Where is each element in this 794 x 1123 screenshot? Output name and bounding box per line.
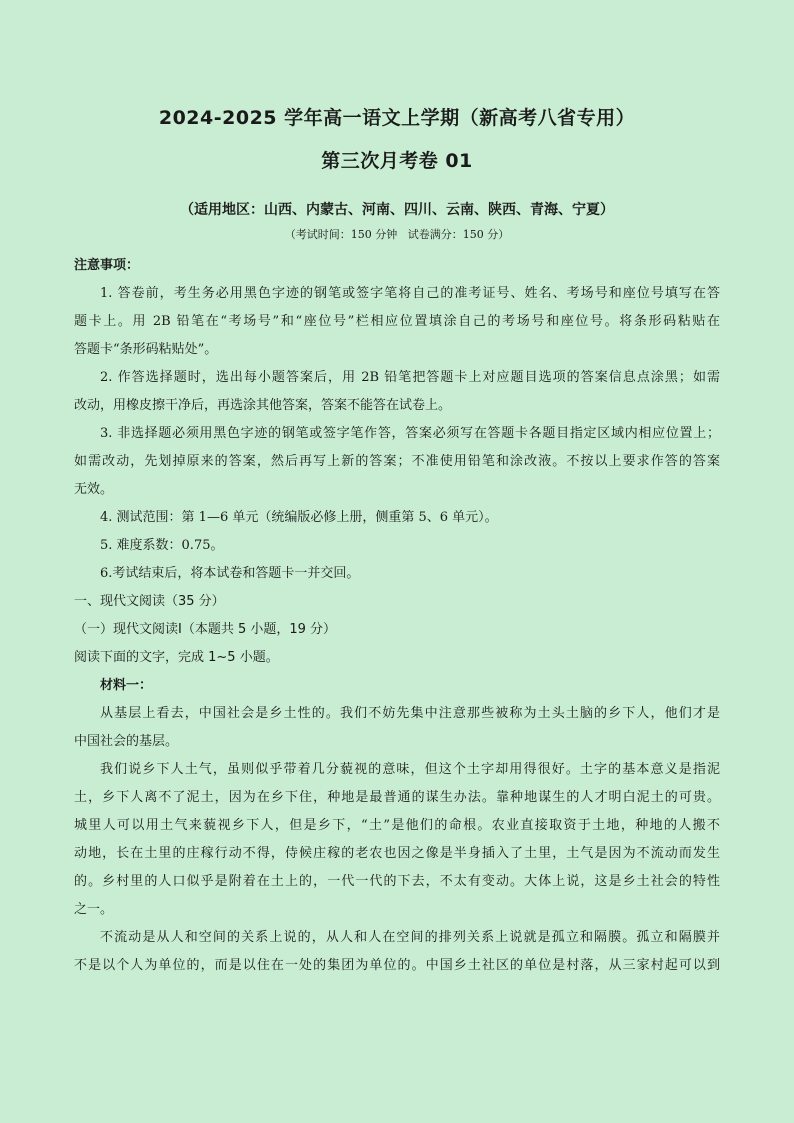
note-2-line-1: 2. 作答选择题时，选出每小题答案后，用 2B 铅笔把答题卡上对应题目选项的答案信息点涂黑；如需 [100, 370, 720, 385]
note-1-line-2: 题卡上。用 2B 铅笔在“考场号”和“座位号”栏相应位置填涂自己的考场号和座位号。将条形码粘贴在 [74, 314, 720, 329]
note-3-line-2: 如需改动，先划掉原来的答案，然后再写上新的答案；不准使用铅笔和涂改液。不按以上要求作答的答案 [74, 454, 720, 469]
passage-para2-line5: 的。乡村里的人口似乎是附着在土上的，一代一代的下去，不太有变动。大体上说，这是乡土社会的特性 [74, 874, 720, 889]
note-3-line-3: 无效。 [74, 482, 114, 497]
applicable-regions: （适用地区：山西、内蒙古、河南、四川、云南、陕西、青海、宁夏） [180, 202, 614, 218]
passage-para1-line1: 从基层上看去，中国社会是乡土性的。我们不妨先集中注意那些被称为土头土脑的乡下人，他们才是 [100, 706, 720, 721]
reading-instruction: 阅读下面的文字，完成 1~5 小题。 [74, 650, 279, 665]
exam-title-line2: 第三次月考卷 01 [321, 150, 473, 172]
passage-para1-line2: 中国社会的基层。 [74, 734, 179, 749]
passage-para2-line4: 动地，长在土里的庄稼行动不得，侍候庄稼的老农也因之像是半身插入了土里，土气是因为不流动而发生 [74, 846, 720, 861]
note-4: 4. 测试范围：第 1—6 单元（统编版必修上册，侧重第 5、6 单元）。 [100, 510, 498, 525]
passage-para2-line6: 之一。 [74, 902, 114, 917]
section-heading: 一、现代文阅读（35 分） [74, 594, 225, 609]
passage-para2-line3: 城里人可以用土气来藐视乡下人，但是乡下，“土”是他们的命根。农业直接取资于土地，种地的人搬不 [74, 818, 720, 833]
passage-para2-line1: 我们说乡下人土气，虽则似乎带着几分藐视的意味，但这个土字却用得很好。土字的基本意义是指泥 [100, 762, 720, 777]
passage-para3-line2: 不是以个人为单位的，而是以住在一处的集团为单位的。中国乡土社区的单位是村落，从三家村起可以到 [74, 958, 720, 973]
note-2-line-2: 改动，用橡皮擦干净后，再选涂其他答案，答案不能答在试卷上。 [74, 398, 452, 413]
exam-body [74, 252, 720, 980]
exam-title-line1: 2024-2025 学年高一语文上学期（新高考八省专用） [158, 107, 636, 129]
note-3-line-1: 3. 非选择题必须用黑色字迹的钢笔或签字笔作答，答案必须写在答题卡各题目指定区域内相应位置上； [100, 426, 720, 441]
material-label: 材料一： [100, 678, 153, 693]
note-5: 5. 难度系数：0.75。 [100, 538, 224, 553]
exam-time-info: （考试时间：150 分钟 试卷满分：150 分） [284, 228, 510, 241]
passage-para2-line2: 土，乡下人离不了泥土，因为在乡下住，种地是最普通的谋生办法。靠种地谋生的人才明白泥土的可贵。 [74, 790, 720, 805]
notes-heading: 注意事项： [74, 258, 140, 273]
note-6: 6.考试结束后，将本试卷和答题卡一并交回。 [100, 566, 360, 581]
note-1-line-3: 答题卡“条形码粘贴处”。 [74, 342, 218, 357]
note-1-line-1: 1. 答卷前，考生务必用黑色字迹的钢笔或签字笔将自己的准考证号、姓名、考场号和座位号填写在答 [100, 286, 720, 301]
subsection-heading: （一）现代文阅读Ⅰ（本题共 5 小题，19 分） [74, 622, 337, 637]
passage-para3-line1: 不流动是从人和空间的关系上说的，从人和人在空间的排列关系上说就是孤立和隔膜。孤立和隔膜并 [100, 930, 720, 945]
